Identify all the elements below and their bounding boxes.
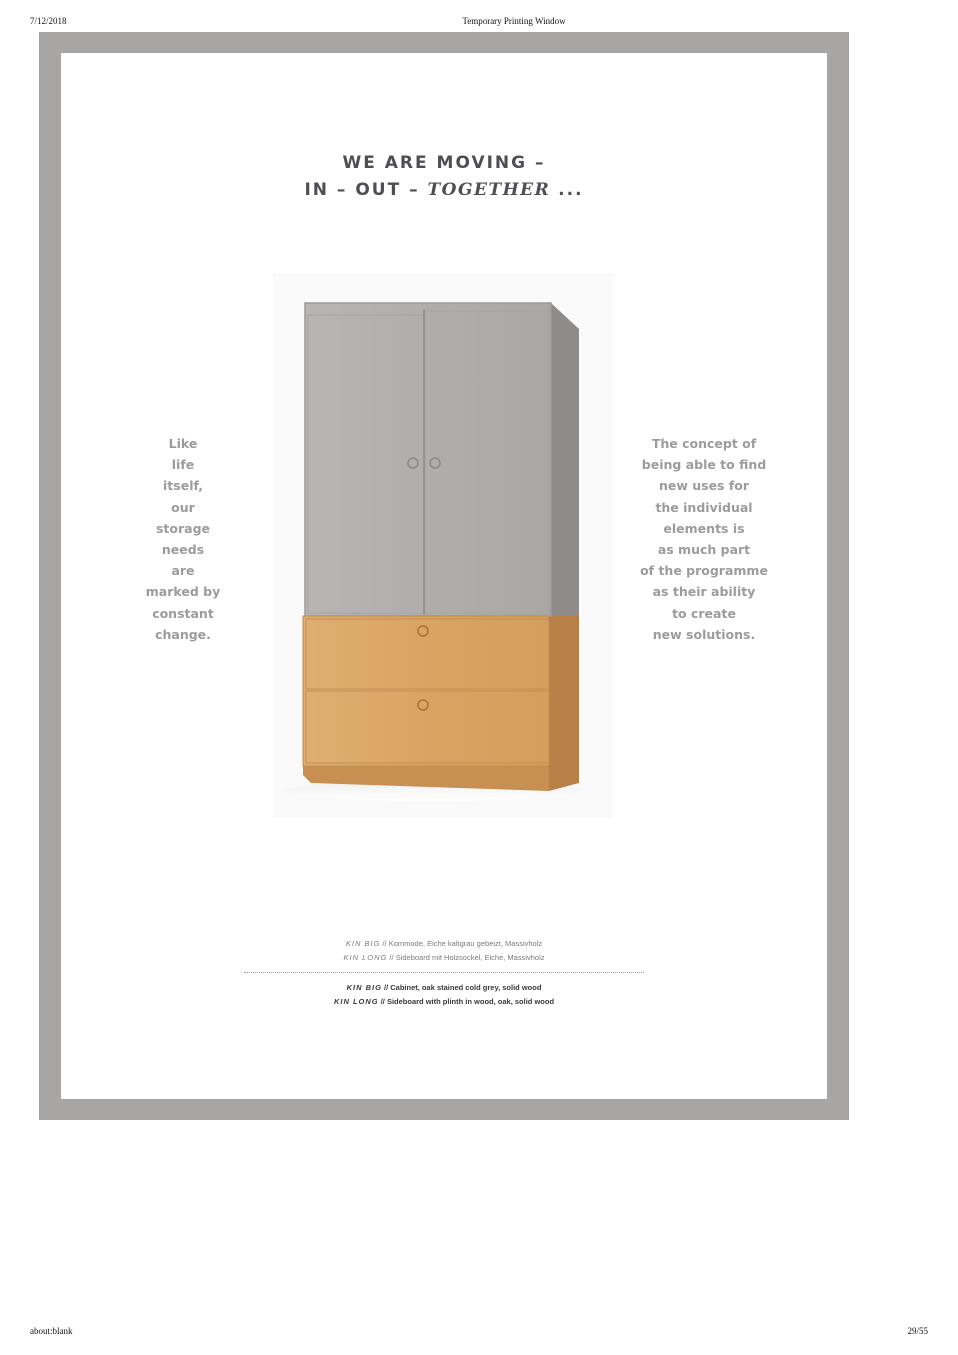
headline-together: TOGETHER (427, 180, 551, 200)
headline-prefix: IN – OUT – (304, 180, 428, 200)
print-page-number: 29/55 (907, 1326, 928, 1336)
caption-de-kin-big (61, 939, 827, 948)
caption-name: KIN LONG (343, 953, 388, 962)
print-window-title: Temporary Printing Window (462, 16, 566, 26)
print-header (0, 16, 958, 30)
caption-separator: // (381, 983, 391, 992)
sideboard-side-oak (549, 616, 579, 791)
caption-separator: // (378, 997, 387, 1006)
caption-en-kin-big (61, 983, 827, 992)
caption-text: Kommode, Eiche kaltgrau gebeizt, Massivholz (388, 939, 543, 948)
print-date: 7/12/2018 (30, 16, 67, 26)
cabinet-body-grey (305, 303, 551, 616)
right-quote: The concept of being able to find new uses for the individual elements is as much part of the programme as their ability to create new solutions. (640, 436, 768, 642)
caption-text: Cabinet, oak stained cold grey, solid wood (390, 983, 542, 992)
headline-line-2 (61, 180, 827, 200)
caption-en-kin-long (61, 997, 827, 1006)
caption-separator: // (387, 953, 396, 962)
left-quote: Like life itself, our storage needs are marked by constant change. (145, 436, 221, 642)
caption-divider (244, 972, 644, 973)
print-url: about:blank (30, 1326, 73, 1336)
headline-suffix: ... (550, 180, 584, 200)
print-footer (0, 1326, 958, 1340)
caption-de-kin-long (61, 953, 827, 962)
cabinet-photo (273, 273, 613, 818)
headline-line-1: WE ARE MOVING – (342, 153, 546, 173)
caption-name: KIN LONG (333, 997, 379, 1006)
caption-separator: // (380, 939, 389, 948)
caption-name: KIN BIG (345, 939, 381, 948)
caption-name: KIN BIG (346, 983, 382, 992)
cabinet-side-grey (551, 303, 579, 616)
brochure-page (61, 53, 827, 1099)
caption-text: Sideboard with plinth in wood, oak, solid wood (386, 997, 555, 1006)
caption-text: Sideboard mit Holzsockel, Eiche, Massivholz (395, 953, 545, 962)
